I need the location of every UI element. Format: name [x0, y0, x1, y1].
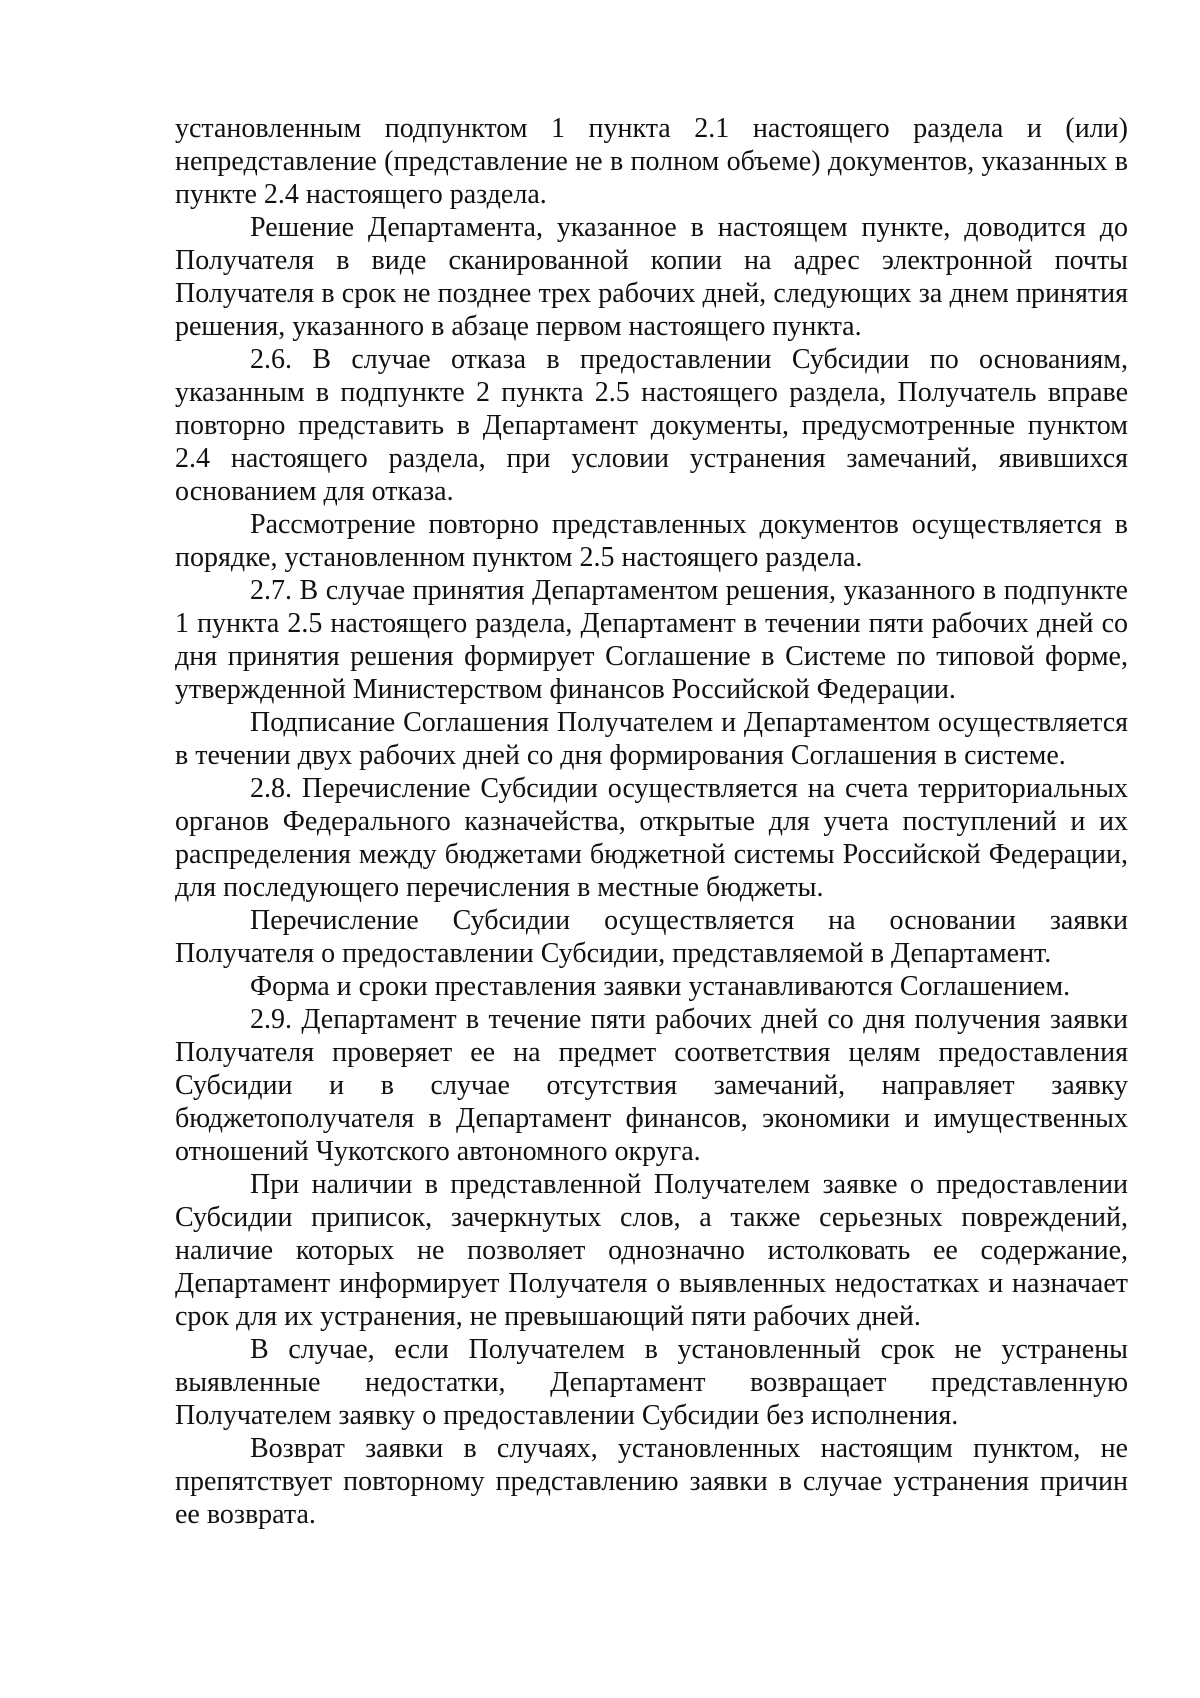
- paragraph-return: В случае, если Получателем в установленный срок не устранены выявленные недостатки, Департамент возвращает представленную Получателем заявку о предоставлении Субсидии без исполнения.: [175, 1334, 1128, 1431]
- paragraph-2-6: 2.6. В случае отказа в предоставлении Субсидии по основаниям, указанным в подпункте 2 пункта 2.5 настоящего раздела, Получатель вправе повторно представить в Департамент документы, предусмотренные пунктом 2.4 настоящего раздела, при условии устранения замечаний, явившихся основанием для отказа.: [175, 344, 1128, 507]
- paragraph-return-resubmission: Возврат заявки в случаях, установленных настоящим пунктом, не препятствует повторному представлению заявки в случае устранения причин ее возврата.: [175, 1433, 1128, 1530]
- paragraph-transfer-basis: Перечисление Субсидии осуществляется на основании заявки Получателя о предоставлении Субсидии, представляемой в Департамент.: [175, 905, 1128, 969]
- paragraph-defects: При наличии в представленной Получателем заявке о предоставлении Субсидии приписок, зачеркнутых слов, а также серьезных повреждений, наличие которых не позволяет однозначно истолковать ее содержание, Департамент информирует Получателя о выявленных недостатках и назначает срок для их устранения, не превышающий пяти рабочих дней.: [175, 1169, 1128, 1332]
- paragraph-2-9: 2.9. Департамент в течение пяти рабочих дней со дня получения заявки Получателя проверяет ее на предмет соответствия целям предоставления Субсидии и в случае отсутствия замечаний, направляет заявку бюджетополучателя в Департамент финансов, экономики и имущественных отношений Чукотского автономного округа.: [175, 1004, 1128, 1167]
- paragraph-2-7: 2.7. В случае принятия Департаментом решения, указанного в подпункте 1 пункта 2.5 настоящего раздела, Департамент в течении пяти рабочих дней со дня принятия решения формирует Соглашение в Системе по типовой форме, утвержденной Министерством финансов Российской Федерации.: [175, 575, 1128, 705]
- paragraph-application-form: Форма и сроки преставления заявки устанавливаются Соглашением.: [250, 971, 1071, 1002]
- paragraph-continuation: установленным подпунктом 1 пункта 2.1 настоящего раздела и (или) непредставление (представление не в полном объеме) документов, указанных в пункте 2.4 настоящего раздела.: [175, 113, 1128, 210]
- paragraph-resubmission-review: Рассмотрение повторно представленных документов осуществляется в порядке, установленном пунктом 2.5 настоящего раздела.: [175, 509, 1128, 573]
- paragraph-2-8: 2.8. Перечисление Субсидии осуществляется на счета территориальных органов Федерального казначейства, открытые для учета поступлений и их распределения между бюджетами бюджетной системы Российской Федерации, для последующего перечисления в местные бюджеты.: [175, 773, 1128, 903]
- document-page: [175, 112, 1128, 1531]
- paragraph-agreement-signing: Подписание Соглашения Получателем и Департаментом осуществляется в течении двух рабочих дней со дня формирования Соглашения в системе.: [175, 707, 1128, 771]
- paragraph-decision-notice: Решение Департамента, указанное в настоящем пункте, доводится до Получателя в виде сканированной копии на адрес электронной почты Получателя в срок не позднее трех рабочих дней, следующих за днем принятия решения, указанного в абзаце первом настоящего пункта.: [175, 212, 1128, 342]
